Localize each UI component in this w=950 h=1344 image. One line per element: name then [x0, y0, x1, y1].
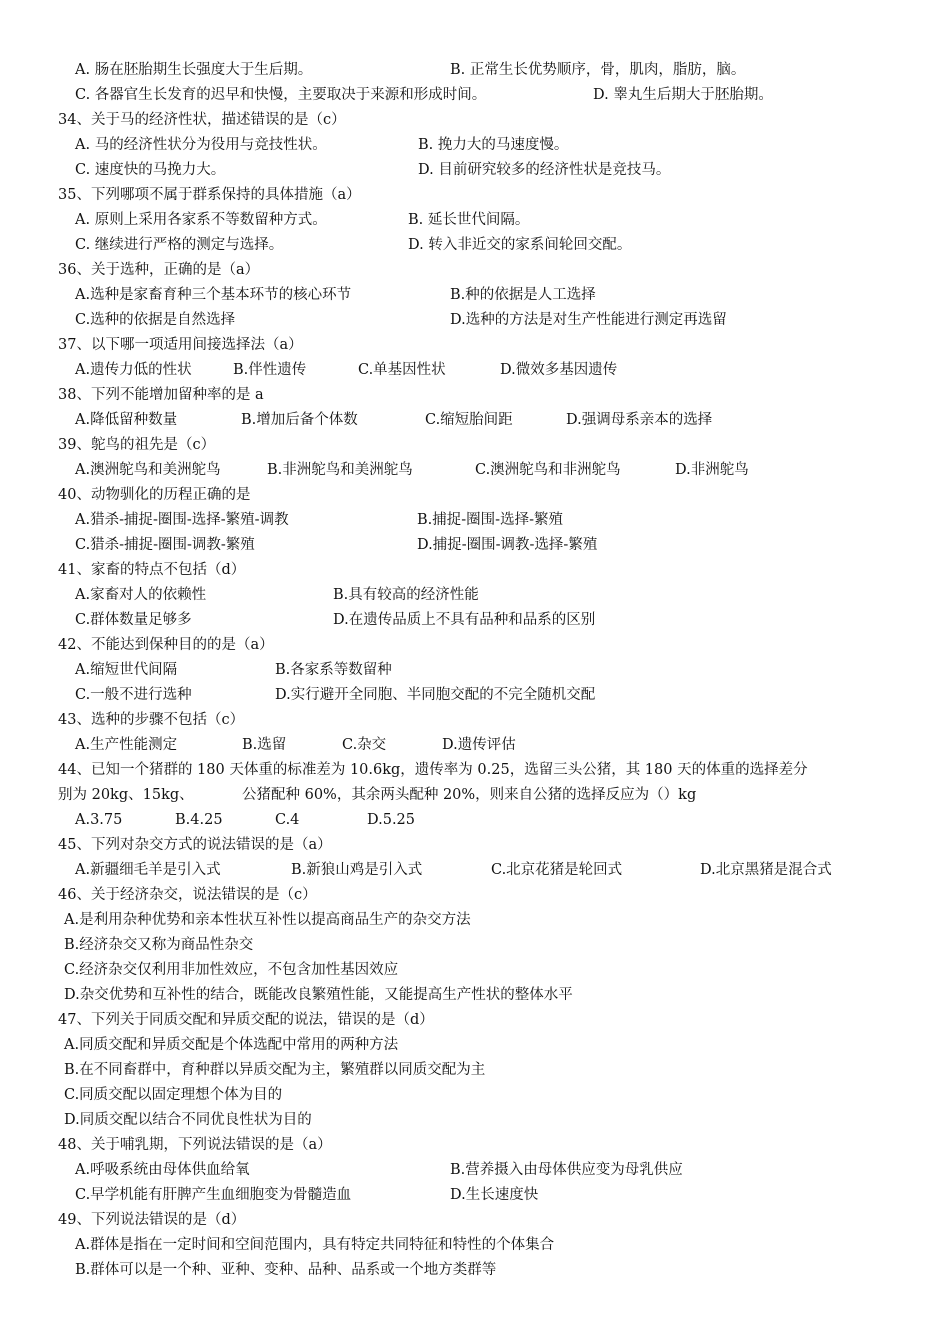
text-segment: D.选种的方法是对生产性能进行测定再选留 — [450, 312, 727, 328]
text-line — [0, 533, 950, 558]
text-segment: B.种的依据是人工选择 — [450, 287, 596, 303]
text-line — [0, 208, 950, 233]
text-segment: 37、以下哪一项适用间接选择法（a） — [58, 337, 303, 353]
text-segment: C.澳洲鸵鸟和非洲鸵鸟 — [475, 462, 621, 478]
text-segment: C.群体数量足够多 — [75, 612, 192, 628]
text-segment: B.增加后备个体数 — [241, 412, 358, 428]
text-segment: D.同质交配以结合不同优良性状为目的 — [64, 1112, 312, 1128]
text-line — [0, 183, 950, 208]
text-segment: 40、动物驯化的历程正确的是 — [58, 487, 251, 503]
text-segment: A.生产性能测定 — [75, 737, 178, 753]
text-line — [0, 408, 950, 433]
text-segment: A.新疆细毛羊是引入式 — [75, 862, 221, 878]
text-segment: A.群体是指在一定时间和空间范围内，具有特定共同特征和特性的个体集合 — [75, 1237, 555, 1253]
text-segment: C.早学机能有肝脾产生血细胞变为骨髓造血 — [75, 1187, 352, 1203]
text-segment: B.营养摄入由母体供应变为母乳供应 — [450, 1162, 683, 1178]
text-segment: C.缩短胎间距 — [425, 412, 513, 428]
text-segment: C.杂交 — [342, 737, 387, 753]
text-segment: C.同质交配以固定理想个体为目的 — [64, 1087, 283, 1103]
text-line — [0, 733, 950, 758]
text-segment: C.猎杀-捕捉-圈围-调教-繁殖 — [75, 537, 255, 553]
text-line — [0, 1008, 950, 1033]
text-line — [0, 133, 950, 158]
text-line — [0, 308, 950, 333]
text-segment: 38、下列不能增加留种率的是 a — [58, 387, 264, 403]
text-segment: 47、下列关于同质交配和异质交配的说法，错误的是（d） — [58, 1012, 434, 1028]
text-line — [0, 383, 950, 408]
text-line — [0, 808, 950, 833]
text-line — [0, 1108, 950, 1133]
text-segment: D.杂交优势和互补性的结合，既能改良繁殖性能，又能提高生产性状的整体水平 — [64, 987, 573, 1003]
text-segment: D. 目前研究较多的经济性状是竞技马。 — [418, 162, 671, 178]
text-line — [0, 783, 950, 808]
text-line — [0, 708, 950, 733]
text-segment: B.经济杂交又称为商品性杂交 — [64, 937, 254, 953]
text-line — [0, 358, 950, 383]
text-segment: 43、选种的步骤不包括（c） — [58, 712, 245, 728]
text-line — [0, 83, 950, 108]
text-line — [0, 758, 950, 783]
text-line — [0, 1233, 950, 1258]
text-segment: B.群体可以是一个种、亚种、变种、品种、品系或一个地方类群等 — [75, 1262, 497, 1278]
text-segment: A.家畜对人的依赖性 — [75, 587, 207, 603]
text-segment: C. 速度快的马挽力大。 — [75, 162, 226, 178]
text-segment: 别为 20kg、15kg、 — [58, 787, 194, 803]
text-line — [0, 1133, 950, 1158]
text-line — [0, 833, 950, 858]
text-line — [0, 658, 950, 683]
text-line — [0, 608, 950, 633]
text-line — [0, 1208, 950, 1233]
text-segment: B. 延长世代间隔。 — [408, 212, 530, 228]
text-line — [0, 58, 950, 83]
text-segment: B. 正常生长优势顺序，骨，肌肉，脂肪，脑。 — [450, 62, 746, 78]
text-segment: D.5.25 — [367, 812, 416, 828]
text-segment: D.微效多基因遗传 — [500, 362, 618, 378]
text-segment: B.选留 — [242, 737, 287, 753]
text-line — [0, 683, 950, 708]
text-segment: A.猎杀-捕捉-圈围-选择-繁殖-调教 — [75, 512, 289, 528]
text-segment: 41、家畜的特点不包括（d） — [58, 562, 246, 578]
text-segment: A.遗传力低的性状 — [75, 362, 192, 378]
text-line — [0, 508, 950, 533]
text-line — [0, 233, 950, 258]
text-segment: B. 挽力大的马速度慢。 — [418, 137, 569, 153]
text-segment: B.捕捉-圈围-选择-繁殖 — [417, 512, 563, 528]
text-line — [0, 433, 950, 458]
text-segment: A.是利用杂种优势和亲本性状互补性以提高商品生产的杂交方法 — [64, 912, 471, 928]
text-line — [0, 583, 950, 608]
text-segment: 42、不能达到保种目的的是（a） — [58, 637, 274, 653]
text-segment: 48、关于哺乳期，下列说法错误的是（a） — [58, 1137, 332, 1153]
text-line — [0, 858, 950, 883]
text-segment: 46、关于经济杂交，说法错误的是（c） — [58, 887, 317, 903]
text-segment: B.新狼山鸡是引入式 — [291, 862, 423, 878]
text-segment: A.降低留种数量 — [75, 412, 178, 428]
text-line — [0, 483, 950, 508]
text-segment: B.在不同畜群中，育种群以异质交配为主，繁殖群以同质交配为主 — [64, 1062, 486, 1078]
text-line — [0, 883, 950, 908]
text-segment: C.单基因性状 — [358, 362, 446, 378]
text-segment: B.4.25 — [175, 812, 223, 828]
text-segment: C.一般不进行选种 — [75, 687, 192, 703]
text-segment: 39、鸵鸟的祖先是（c） — [58, 437, 216, 453]
text-segment: 45、下列对杂交方式的说法错误的是（a） — [58, 837, 332, 853]
text-segment: A.澳洲鸵鸟和美洲鸵鸟 — [75, 462, 221, 478]
text-line — [0, 933, 950, 958]
text-segment: A.缩短世代间隔 — [75, 662, 178, 678]
text-segment: B.伴性遗传 — [233, 362, 307, 378]
text-line — [0, 983, 950, 1008]
text-line — [0, 283, 950, 308]
text-line — [0, 158, 950, 183]
text-line — [0, 633, 950, 658]
text-segment: 34、关于马的经济性状，描述错误的是（c） — [58, 112, 346, 128]
text-segment: D.实行避开全同胞、半同胞交配的不完全随机交配 — [275, 687, 596, 703]
text-line — [0, 258, 950, 283]
text-line — [0, 333, 950, 358]
text-segment: C.经济杂交仅利用非加性效应，不包含加性基因效应 — [64, 962, 399, 978]
text-line — [0, 458, 950, 483]
text-line — [0, 108, 950, 133]
text-segment: C.北京花猪是轮回式 — [491, 862, 623, 878]
text-segment: D.遗传评估 — [442, 737, 516, 753]
text-segment: A. 原则上采用各家系不等数留种方式。 — [75, 212, 327, 228]
text-segment: D.非洲鸵鸟 — [675, 462, 749, 478]
text-segment: 35、下列哪项不属于群系保持的具体措施（a） — [58, 187, 361, 203]
text-segment: D. 睾丸生后期大于胚胎期。 — [593, 87, 773, 103]
text-line — [0, 1058, 950, 1083]
text-line — [0, 958, 950, 983]
text-segment: D.强调母系亲本的选择 — [566, 412, 713, 428]
text-segment: D.在遗传品质上不具有品种和品系的区别 — [333, 612, 596, 628]
text-segment: A. 肠在胚胎期生长强度大于生后期。 — [75, 62, 313, 78]
text-segment: C. 各器官生长发育的迟早和快慢，主要取决于来源和形成时间。 — [75, 87, 487, 103]
text-segment: A.同质交配和异质交配是个体选配中常用的两种方法 — [64, 1037, 399, 1053]
text-segment: D. 转入非近交的家系间轮回交配。 — [408, 237, 632, 253]
text-line — [0, 1258, 950, 1283]
text-line — [0, 908, 950, 933]
text-segment: 公猪配种 60%，其余两头配种 20%，则来自公猪的选择反应为（）kg — [242, 787, 697, 803]
text-line — [0, 1158, 950, 1183]
text-segment: A. 马的经济性状分为役用与竞技性状。 — [75, 137, 327, 153]
text-segment: B.具有较高的经济性能 — [333, 587, 479, 603]
text-segment: D.北京黑猪是混合式 — [700, 862, 832, 878]
text-segment: D.生长速度快 — [450, 1187, 539, 1203]
text-line — [0, 1183, 950, 1208]
text-segment: 49、下列说法错误的是（d） — [58, 1212, 246, 1228]
text-line — [0, 558, 950, 583]
text-segment: B.非洲鸵鸟和美洲鸵鸟 — [267, 462, 413, 478]
text-line — [0, 1033, 950, 1058]
text-segment: B.各家系等数留种 — [275, 662, 392, 678]
text-segment: C.4 — [275, 812, 300, 828]
text-segment: A.选种是家畜育种三个基本环节的核心环节 — [75, 287, 352, 303]
text-line — [0, 1083, 950, 1108]
text-segment: C. 继续进行严格的测定与选择。 — [75, 237, 284, 253]
text-segment: 44、已知一个猪群的 180 天体重的标准差为 10.6kg，遗传率为 0.25，选留三头公猪，其 180 天的体重的选择差分 — [58, 762, 808, 778]
text-segment: A.呼吸系统由母体供血给氧 — [75, 1162, 250, 1178]
text-segment: A.3.75 — [75, 812, 123, 828]
text-segment: 36、关于选种，正确的是（a） — [58, 262, 260, 278]
text-segment: C.选种的依据是自然选择 — [75, 312, 236, 328]
text-segment: D.捕捉-圈围-调教-选择-繁殖 — [417, 537, 598, 553]
